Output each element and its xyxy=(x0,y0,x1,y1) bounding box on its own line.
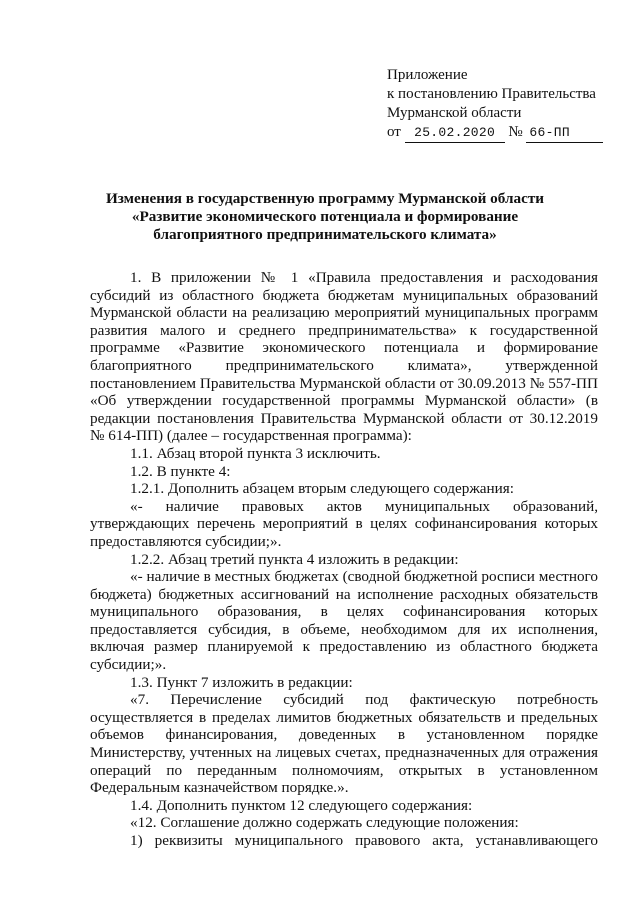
quote-4: «12. Соглашение должно содержать следующие положения: xyxy=(130,814,519,832)
quote-1: «- наличие правовых актов муниципальных образований, утверждающих перечень мероприятий в целях софинансирования которых предоставляются субсидии;». xyxy=(90,497,598,550)
list-item-1: 1) реквизиты муниципального правового акта, устанавливающего xyxy=(130,832,598,849)
document-body xyxy=(90,269,598,850)
title-line-2: «Развитие экономического потенциала и формирование xyxy=(131,208,519,225)
annex-title: Приложение xyxy=(387,67,468,83)
annex-date-number-line xyxy=(387,123,627,143)
paragraph-1-2: 1.2. В пункте 4: xyxy=(130,462,231,480)
paragraph-1-2-1: 1.2.1. Дополнить абзацем вторым следующего содержания: xyxy=(130,480,515,498)
resolution-date: 25.02.2020 xyxy=(405,123,505,143)
document-title xyxy=(80,190,570,244)
quote-3: «7. Перечисление субсидий под фактическую потребность осуществляется в пределах лимитов бюджетных обязательств и предельных объемов финансирования, доведенных в установленном порядке Министерству, учтенных на лицевых счетах, предназначенных для отражения операций по переданным полномочиям, открытых в установленном Федеральным казначейством порядке.». xyxy=(90,691,598,797)
paragraph-1-3: 1.3. Пункт 7 изложить в редакции: xyxy=(130,673,353,691)
paragraph-1-4: 1.4. Дополнить пунктом 12 следующего содержания: xyxy=(130,796,473,814)
annex-region-line: Мурманской области xyxy=(387,105,522,121)
date-prefix: от xyxy=(387,124,401,140)
title-line-1: Изменения в государственную программу Мурманской области xyxy=(105,190,545,207)
paragraph-1: 1. В приложении № 1 «Правила предоставления и расходования субсидий из областного бюджета бюджетам муниципальных образований Мурманской области на реализацию мероприятий муниципальных программ развития малого и среднего предпринимательства» к государственной программе «Развитие экономического потенциала и формирование благоприятного предпринимательского климата», утвержденной постановлением Правительства Мурманской области от 30.09.2013 № 557-ПП «Об утверждении государственной программы Мурманской области» (в редакции постановления Правительства Мурманской области от 30.12.2019 № 614-ПП) (далее – государственная программа): xyxy=(90,269,598,445)
annex-header xyxy=(387,66,627,143)
paragraph-1-2-2: 1.2.2. Абзац третий пункта 4 изложить в редакции: xyxy=(130,550,459,568)
quote-2: «- наличие в местных бюджетах (сводной бюджетной росписи местного бюджета) бюджетных ассигнований на исполнение расходных обязательств муниципального образования, в целях софинансирования которых предоставляется субсидия, в объеме, необходимом для их исполнения, включая размер планируемой к предоставлению из областного бюджета субсидии;». xyxy=(90,568,598,674)
annex-resolution-line: к постановлению Правительства xyxy=(387,86,596,102)
paragraph-1-1: 1.1. Абзац второй пункта 3 исключить. xyxy=(130,444,381,462)
title-line-3: благоприятного предпринимательского климата» xyxy=(153,226,497,243)
resolution-number: 66-ПП xyxy=(526,123,603,143)
number-prefix: № xyxy=(508,124,523,140)
